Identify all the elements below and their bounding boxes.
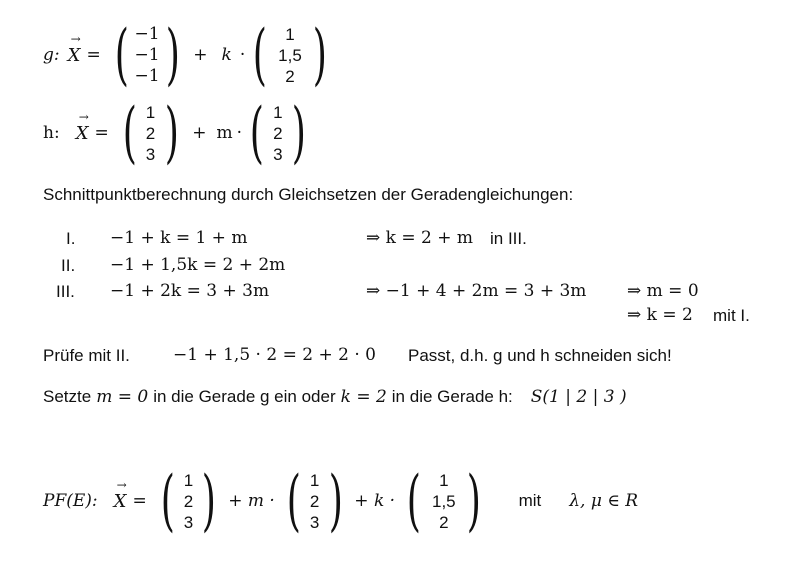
param-k: k — [221, 45, 232, 65]
plus-sign: + — [192, 123, 207, 143]
line-h-direction-vector: ( 1 2 3 ) — [249, 94, 306, 171]
vector-x-symbol: → X — [68, 45, 81, 66]
plane-support-vector: ( 1 2 3 ) — [160, 462, 217, 539]
m-result: ⇒ m = 0 — [627, 281, 699, 301]
line-g-direction-vector: ( 1 1,5 2 ) — [253, 16, 327, 93]
intersection-point: S(1 | 2 | 3 ) — [530, 387, 627, 407]
k-equals-two: k = 2 — [340, 387, 387, 407]
plane-equation — [43, 462, 639, 539]
check-label: Prüfe mit II. — [43, 346, 130, 365]
equals-sign: = — [94, 123, 109, 143]
plane-term-m: + m · — [228, 491, 275, 511]
k-result: ⇒ k = 2 — [627, 305, 693, 325]
line-g-support-vector: ( −1 −1 −1 ) — [114, 16, 180, 93]
equation-1-result: ⇒ k = 2 + m — [366, 228, 473, 248]
param-m: m — [216, 123, 233, 143]
line-h-support-vector: ( 1 2 3 ) — [122, 94, 179, 171]
parameter-domain: λ, μ ∈ R — [569, 491, 639, 511]
k-result-note: mit I. — [713, 306, 750, 325]
line-h-equation — [43, 94, 314, 171]
equation-3-result: ⇒ −1 + 4 + 2m = 3 + 3m — [366, 281, 587, 301]
vector-x-symbol: → X — [76, 123, 89, 144]
equation-number-2: II. — [61, 256, 76, 275]
dot-operator: · — [236, 123, 243, 143]
equals-sign: = — [86, 45, 101, 65]
mit-label: mit — [518, 491, 542, 510]
vector-x-symbol: → X — [114, 491, 127, 512]
plane-term-k: + k · — [354, 491, 396, 511]
section-heading: Schnittpunktberechnung durch Gleichsetzen der Geradengleichungen: — [43, 185, 574, 204]
equals-sign: = — [132, 491, 147, 511]
plane-direction-vector-2: ( 1 1,5 2 ) — [406, 462, 481, 539]
m-equals-zero: m = 0 — [96, 387, 149, 407]
check-equation: −1 + 1,5 · 2 = 2 + 2 · 0 — [173, 345, 376, 365]
line-g-label: g: — [43, 45, 60, 65]
plane-label: PF(E): — [43, 491, 98, 511]
equation-2: −1 + 1,5k = 2 + 2m — [110, 255, 286, 275]
equation-number-1: I. — [66, 229, 76, 248]
line-h-label: h: — [43, 123, 60, 143]
plus-sign: + — [193, 45, 208, 65]
equation-1-note: in III. — [490, 229, 527, 248]
equation-number-3: III. — [56, 282, 75, 301]
dot-operator: · — [239, 45, 246, 65]
equation-1: −1 + k = 1 + m — [110, 228, 248, 248]
substitution-line: Setzte m = 0 in die Gerade g ein oder k = 2 in die Gerade h: S(1 | 2 | 3 ) — [43, 387, 627, 407]
equation-3: −1 + 2k = 3 + 3m — [110, 281, 270, 301]
plane-direction-vector-1: ( 1 2 3 ) — [286, 462, 343, 539]
line-g-equation — [43, 16, 335, 93]
check-text: Passt, d.h. g und h schneiden sich! — [408, 346, 672, 365]
